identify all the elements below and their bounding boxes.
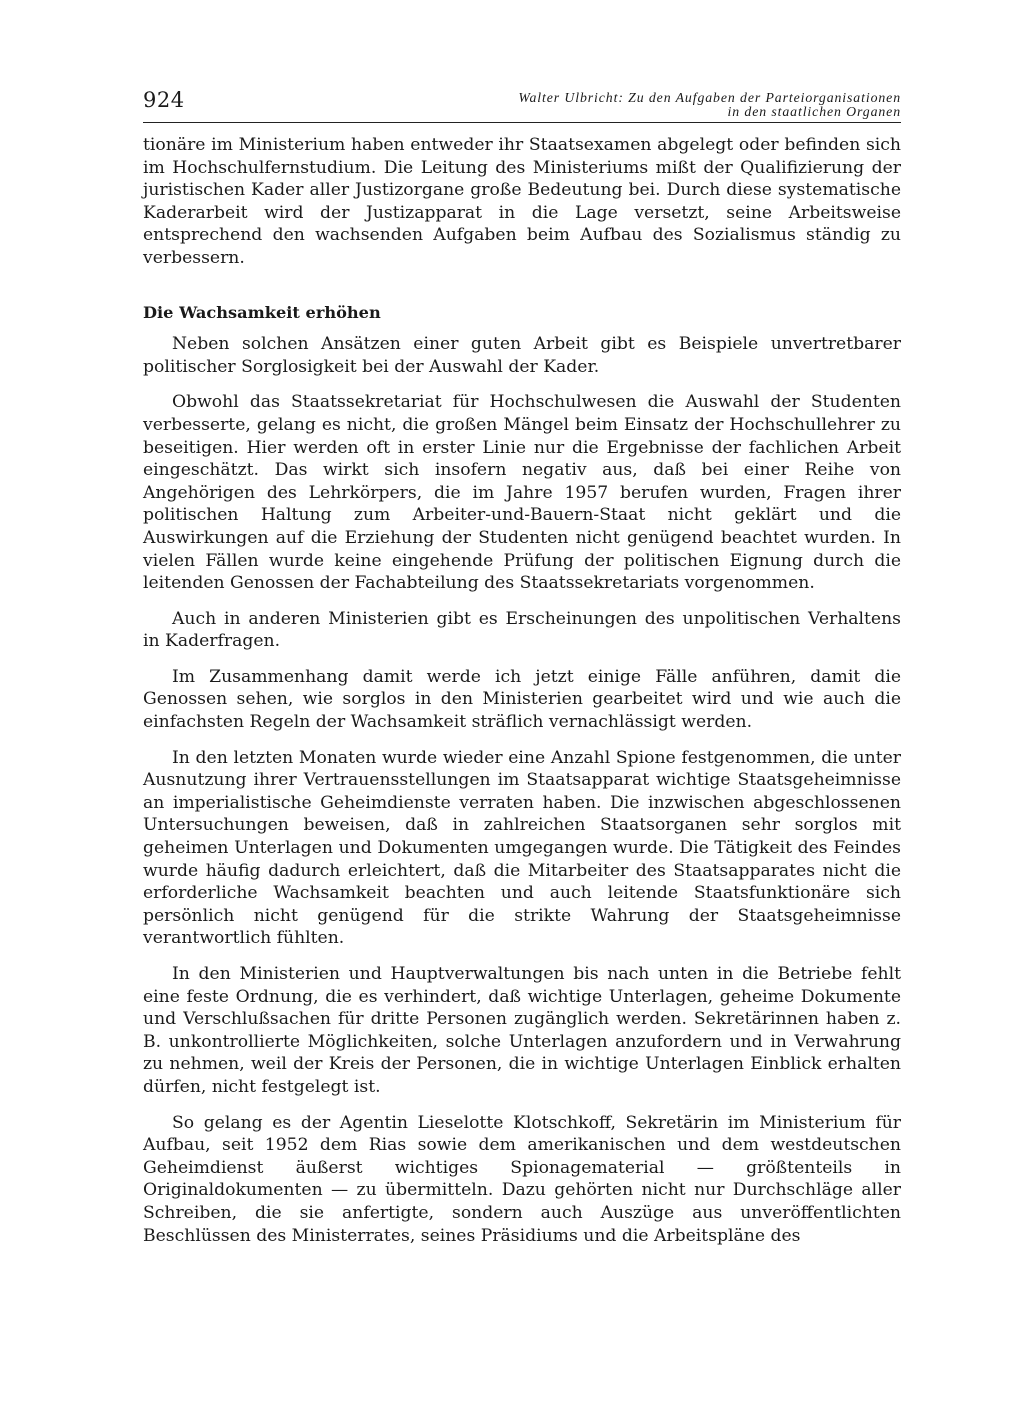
paragraph: Obwohl das Staatssekretariat für Hochschulwesen die Auswahl der Studenten verbesserte, gelang es nicht, die großen Mängel beim Einsatz der Hochschullehrer zu beseitigen. Hier werden oft in erster Linie nur die Ergebnisse der fachlichen Arbeit eingeschätzt. Das wirkt sich insofern negativ aus, daß bei einer Reihe von Angehörigen des Lehrkörpers, die im Jahre 1957 berufen wurden, Fragen ihrer politischen Haltung zum Arbeiter-und-Bauern-Staat nicht geklärt und die Auswirkungen auf die Erziehung der Studenten nicht genügend beachtet wurden. In vielen Fällen wurde keine eingehende Prüfung der politischen Eignung durch die leitenden Genossen der Fachabteilung des Staatssekretariats vorgenommen.: [143, 392, 901, 594]
paragraph: Auch in anderen Ministerien gibt es Erscheinungen des unpolitischen Verhaltens in Kaderfragen.: [143, 608, 901, 652]
paragraph: So gelang es der Agentin Lieselotte Klotschkoff, Sekretärin im Ministerium für Aufbau, seit 1952 dem Rias sowie dem amerikanischen und dem westdeutschen Geheimdienst äußerst wichtiges Spionagematerial — größtenteils in Originaldokumenten — zu übermitteln. Dazu gehörten nicht nur Durchschläge aller Schreiben, die sie anfertigte, sondern auch Auszüge aus unveröffentlichten Beschlüssen des Ministerrates, seines Präsidiums und die Arbeitspläne des: [143, 1112, 901, 1246]
body-text: [143, 134, 901, 1247]
paragraph: In den letzten Monaten wurde wieder eine Anzahl Spione festgenommen, die unter Ausnutzung ihrer Vertrauensstellungen im Staatsapparat wichtige Staatsgeheimnisse an imperialistische Geheimdienste verraten haben. Die inzwischen abgeschlossenen Untersuchungen beweisen, daß in zahlreichen Staatsorganen sehr sorglos mit geheimen Unterlagen und Dokumenten umgegangen wurde. Die Tätigkeit des Feindes wurde häufig dadurch erleichtert, daß die Mitarbeiter des Staatsapparates nicht die erforderliche Wachsamkeit beachten und auch leitende Staatsfunktionäre sich persönlich nicht genügend für die strikte Wahrung der Staatsgeheimnisse verantwortlich fühlten.: [143, 747, 901, 949]
book-page: [143, 86, 901, 1247]
running-title-line-1: Walter Ulbricht: Zu den Aufgaben der Parteiorganisationen: [518, 90, 901, 105]
paragraph-continuation: tionäre im Ministerium haben entweder ihr Staatsexamen abgelegt oder befinden sich im Hochschulfernstudium. Die Leitung des Ministeriums mißt der Qualifizierung der juristischen Kader aller Justizorgane große Bedeutung bei. Durch diese systematische Kaderarbeit wird der Justizapparat in die Lage versetzt, seine Arbeitsweise entsprechend den wachsenden Aufgaben beim Aufbau des Sozialismus ständig zu verbessern.: [143, 135, 901, 268]
page-number: 924: [143, 88, 185, 112]
running-title-line-2: in den staatlichen Organen: [727, 104, 901, 119]
running-title: [518, 91, 901, 119]
paragraph: Neben solchen Ansätzen einer guten Arbeit gibt es Beispiele unvertretbarer politischer Sorglosigkeit bei der Auswahl der Kader.: [143, 334, 901, 377]
section-heading: Die Wachsamkeit erhöhen: [143, 302, 381, 322]
paragraph: In den Ministerien und Hauptverwaltungen bis nach unten in die Betriebe fehlt eine feste Ordnung, die es verhindert, daß wichtige Unterlagen, geheime Dokumente und Verschlußsachen für dritte Personen zugänglich werden. Sekretärinnen haben z. B. unkontrollierte Möglichkeiten, solche Unterlagen anzufordern und in Verwahrung zu nehmen, weil der Kreis der Personen, die in wichtige Unterlagen Einblick erhalten dürfen, nicht festgelegt ist.: [143, 964, 901, 1097]
paragraph: Im Zusammenhang damit werde ich jetzt einige Fälle anführen, damit die Genossen sehen, wie sorglos in den Ministerien gearbeitet wird und wie auch die einfachsten Regeln der Wachsamkeit sträflich vernachlässigt werden.: [143, 666, 901, 733]
header-rule: [143, 122, 901, 123]
running-head: [143, 86, 901, 124]
